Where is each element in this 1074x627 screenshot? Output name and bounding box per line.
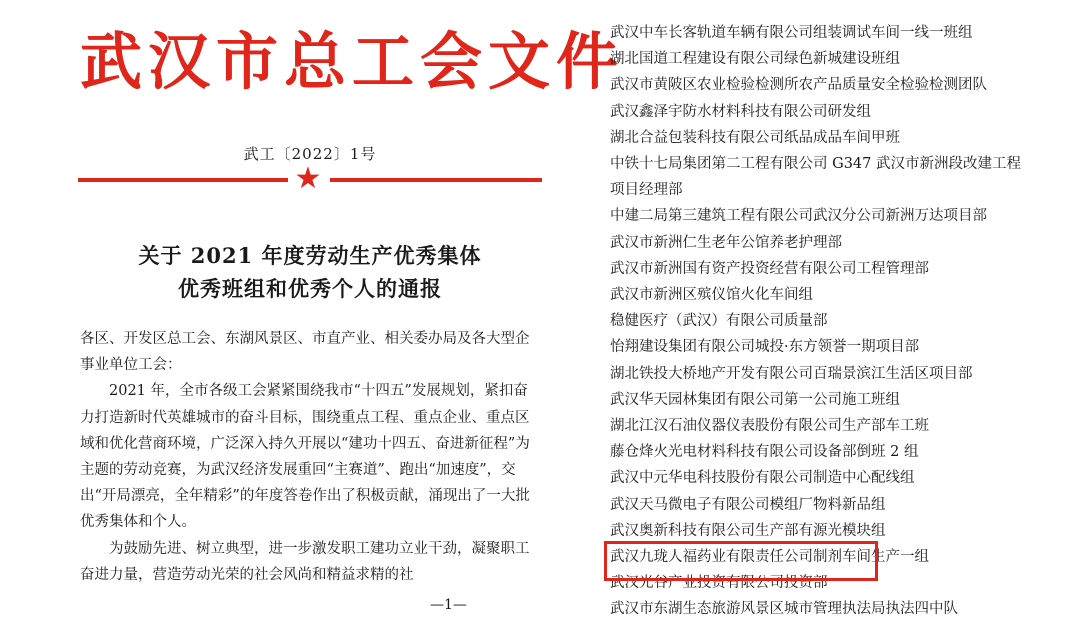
list-item: 项目经理部 — [610, 182, 683, 199]
honoree-list — [610, 20, 1050, 623]
list-item: 武汉市新洲国有资产投资经营有限公司工程管理部 — [610, 260, 929, 277]
page-number: —1— — [430, 597, 467, 613]
list-item: 中铁十七局集团第二工程有限公司 G347 武汉市新洲段改建工程 — [610, 156, 1021, 173]
list-item: 湖北合益包装科技有限公司纸品成品车间甲班 — [610, 129, 900, 146]
list-item: 武汉天马微电子有限公司模组厂物料新品组 — [610, 496, 886, 513]
list-item: 武汉九珑人福药业有限责任公司制剂车间生产一组 — [610, 549, 929, 566]
list-item: 武汉市黄陂区农业检验检测所农产品质量安全检验检测团队 — [610, 77, 987, 94]
highlighted-list-item: 武汉光谷产业投资有限公司投资部 — [610, 575, 828, 592]
red-separator-right — [330, 178, 542, 182]
document-title-line-2: 优秀班组和优秀个人的通报 — [178, 276, 442, 301]
body-paragraph-1: 2021 年，全市各级工会紧紧围绕我市“十四五”发展规划，紧扣奋力打造新时代英雄城市的奋斗目标，围绕重点工程、重点企业、重点区域和优化营商环境，广泛深入持久开展以“建功十四五、奋进新征程”为主题的劳动竞赛，为武汉经济发展重回“主赛道”、跑出“加速度”，交出“开局漂亮，全年精彩”的年度答卷作出了积极贡献，涌现出了一大批优秀集体和个人。 — [80, 383, 530, 531]
red-separator-left — [78, 178, 288, 182]
list-item: 武汉市新洲仁生老年公馆养老护理部 — [610, 234, 842, 251]
list-item: 武汉华天园林集团有限公司第一公司施工班组 — [610, 391, 900, 408]
list-item: 武汉鑫泽宇防水材料科技有限公司研发组 — [610, 103, 871, 120]
list-item: 武汉市新洲区殡仪馆火化车间组 — [610, 287, 813, 304]
list-item: 武汉中车长客轨道车辆有限公司组装调试车间一线一班组 — [610, 25, 973, 41]
document-number: 武工〔2022〕1号 — [243, 145, 377, 163]
list-item: 稳健医疗（武汉）有限公司质量部 — [610, 313, 828, 330]
list-item: 武汉市东湖生态旅游风景区城市管理执法局执法四中队 — [610, 601, 958, 618]
document-masthead: 武汉市总工会文件 — [80, 25, 625, 98]
addressee-line: 各区、开发区总工会、东湖风景区、市直产业、相关委办局及各大型企事业单位工会： — [80, 331, 530, 374]
list-item: 武汉中元华电科技股份有限公司制造中心配线组 — [610, 470, 915, 487]
list-item: 湖北国道工程建设有限公司绿色新城建设班组 — [610, 51, 900, 68]
highlight-box — [604, 541, 878, 581]
list-item: 湖北铁投大桥地产开发有限公司百瑞景滨江生活区项目部 — [610, 365, 973, 382]
red-star-icon: ★ — [294, 161, 322, 196]
document-title-line-1: 关于 2021 年度劳动生产优秀集体 — [138, 243, 482, 268]
document-body — [80, 326, 540, 588]
list-item: 中建二局第三建筑工程有限公司武汉分公司新洲万达项目部 — [610, 208, 987, 225]
body-paragraph-2: 为鼓励先进、树立典型，进一步激发职工建功立业干劲，凝聚职工奋进力量，营造劳动光荣的社会风尚和精益求精的社 — [80, 540, 530, 583]
list-item: 湖北江汉石油仪器仪表股份有限公司生产部车工班 — [610, 418, 929, 435]
list-item: 武汉奥新科技有限公司生产部有源光模块组 — [610, 522, 886, 539]
list-item: 藤仓烽火光电材料科技有限公司设备部倒班 2 组 — [610, 444, 919, 461]
list-item: 怡翔建设集团有限公司城投·东方领誉一期项目部 — [610, 339, 920, 356]
